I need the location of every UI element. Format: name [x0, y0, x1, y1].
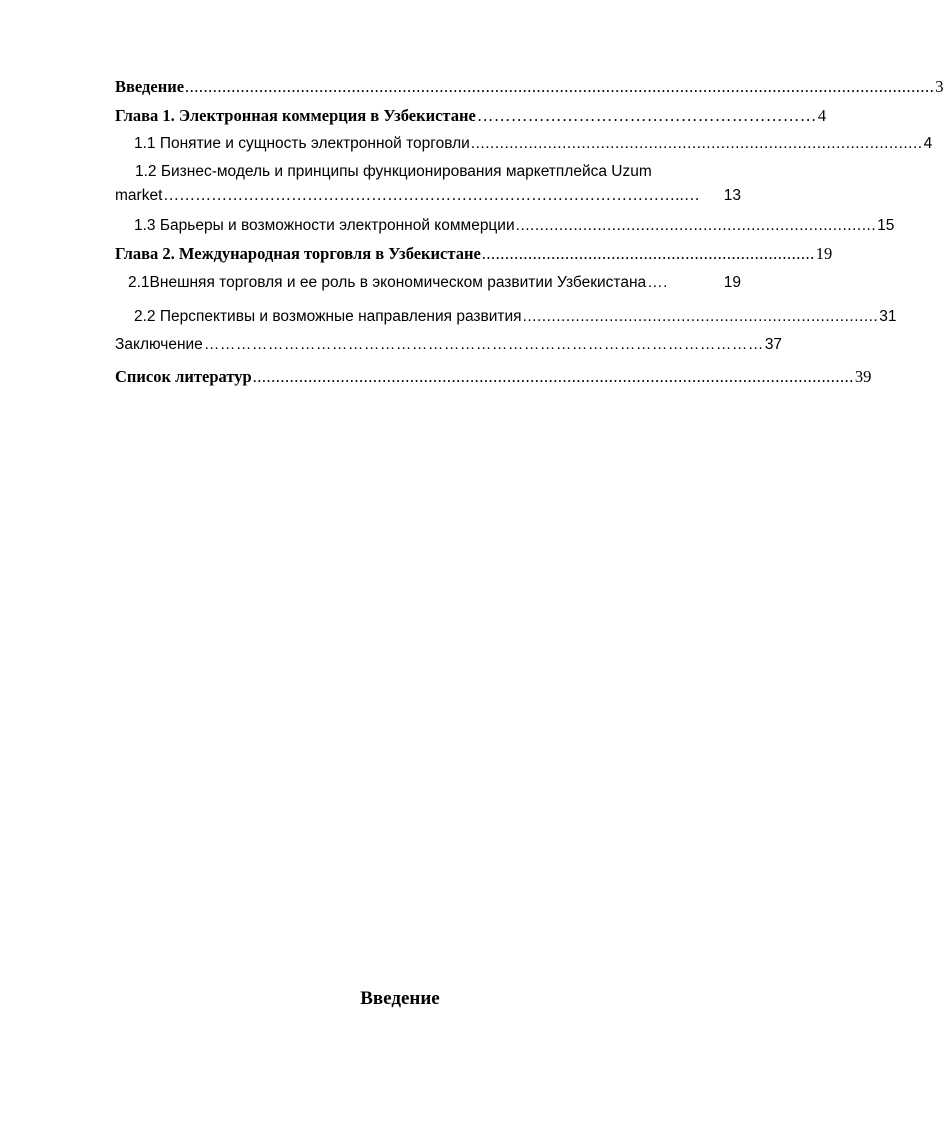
- toc-entry-title: 2.1Внешняя торговля и ее роль в экономическом развитии Узбекистана: [128, 274, 647, 291]
- dot-leader: ..............................................................................................: [470, 135, 923, 152]
- toc-entry-title: 2.2 Перспективы и возможные направления развития: [134, 308, 522, 325]
- toc-entry-title-line1: 1.2 Бизнес-модель и принципы функционирования маркетплейса Uzum: [135, 163, 652, 180]
- section-heading-introduction: Введение: [360, 988, 440, 1009]
- toc-page-number: 19: [815, 244, 833, 263]
- toc-entry-bibliography[interactable]: [115, 366, 872, 388]
- toc-entry-introduction[interactable]: [115, 76, 944, 98]
- toc-entry-section-1-3[interactable]: [134, 215, 895, 237]
- toc-entry-conclusion[interactable]: [115, 334, 783, 356]
- dot-leader: ….: [647, 274, 668, 291]
- toc-page-number: 4: [923, 135, 933, 152]
- toc-page-number: 13: [723, 187, 741, 204]
- toc-entry-title: Глава 1. Электронная коммерция в Узбекистане: [115, 106, 476, 125]
- dot-leader: ..........................................................................: [522, 308, 879, 325]
- dot-leader: ........................................................................: [481, 244, 815, 263]
- dot-leader: ……………………………………………………………………………………..…: [163, 187, 701, 204]
- toc-page-number: 15: [877, 217, 895, 234]
- toc-page-number: 19: [723, 274, 741, 291]
- dot-leader: ...........................................................................: [515, 217, 877, 234]
- toc-entry-section-2-2[interactable]: [134, 306, 897, 328]
- toc-page-number: 31: [879, 308, 897, 325]
- toc-page-number: 39: [854, 367, 872, 386]
- toc-entry-title-line2: market: [115, 187, 163, 204]
- toc-entry-title: 1.1 Понятие и сущность электронной торговли: [134, 135, 470, 152]
- dot-leader: ……………………………………………………: [476, 106, 817, 125]
- toc-entry-title: Список литератур: [115, 367, 252, 386]
- toc-entry-section-1-1[interactable]: [134, 133, 933, 155]
- dot-leader: ……………………………………………………………………………………………: [203, 336, 764, 353]
- toc-entry-chapter-1[interactable]: [115, 105, 827, 127]
- toc-entry-section-1-2[interactable]: [115, 160, 741, 208]
- dot-leader: ..................................................................................................................................................................: [185, 77, 935, 96]
- toc-entry-chapter-2[interactable]: [115, 243, 833, 265]
- toc-entry-title: Глава 2. Международная торговля в Узбекистане: [115, 244, 481, 263]
- toc-entry-section-2-1[interactable]: [128, 272, 741, 294]
- toc-entry-title: Заключение: [115, 336, 203, 353]
- toc-entry-title: 1.3 Барьеры и возможности электронной коммерции: [134, 217, 515, 234]
- toc-page-number: 4: [817, 106, 827, 125]
- toc-page-number: 37: [764, 336, 783, 353]
- toc-page-number: 3: [935, 77, 944, 96]
- toc-entry-title: Введение: [115, 77, 185, 96]
- dot-leader: ..................................................................................................................................: [252, 367, 854, 386]
